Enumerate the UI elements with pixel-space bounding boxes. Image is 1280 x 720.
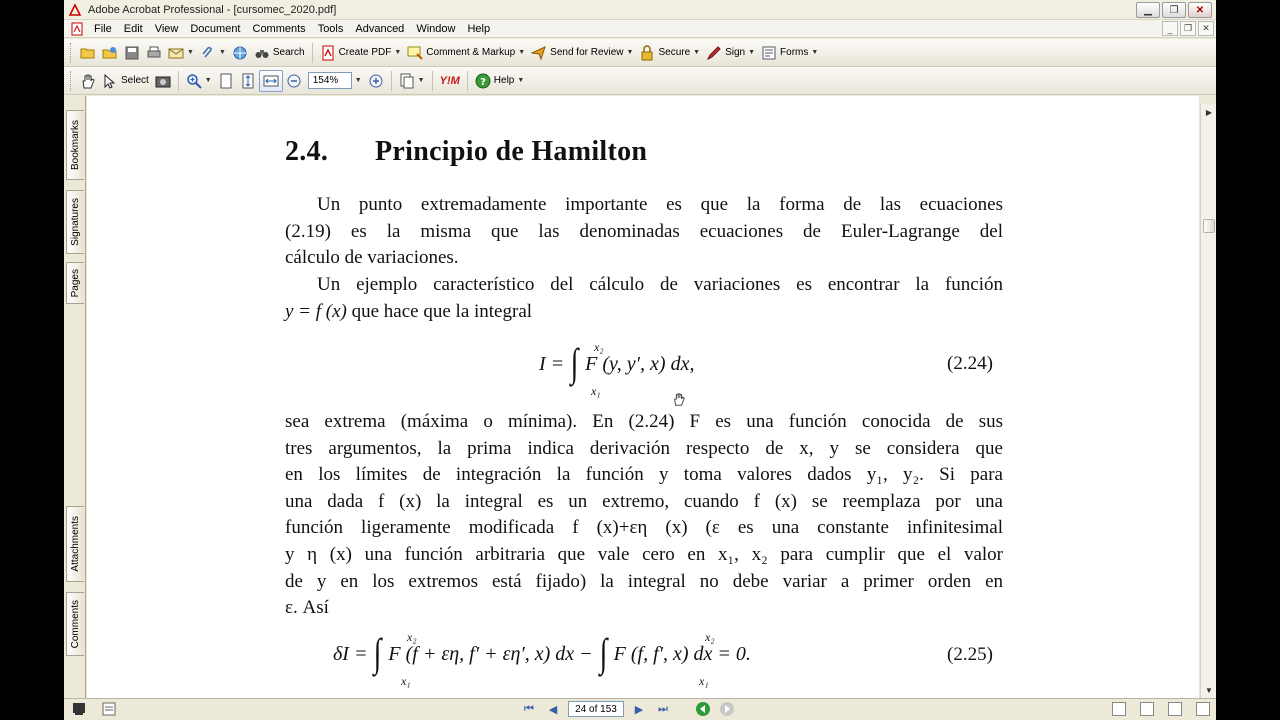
integral-sign: ∫ — [570, 340, 579, 385]
previous-page-icon: ◀ — [548, 703, 558, 716]
snapshot-button[interactable] — [152, 70, 174, 92]
scroll-thumb[interactable] — [1203, 219, 1215, 233]
save-icon — [124, 45, 140, 61]
next-view-button[interactable] — [718, 701, 736, 717]
fit-width-button[interactable] — [259, 70, 283, 92]
create-pdf-button[interactable] — [317, 42, 405, 64]
zoom-out-icon — [286, 73, 302, 89]
sign-button[interactable] — [703, 42, 758, 64]
comment-markup-icon — [407, 45, 423, 61]
tab-pages-label: Pages — [70, 268, 81, 298]
chevron-down-icon: ▼ — [748, 49, 756, 56]
facing-layout-icon[interactable] — [1168, 702, 1182, 716]
fit-page-button[interactable] — [237, 70, 259, 92]
actual-size-button[interactable] — [215, 70, 237, 92]
chevron-down-icon: ▼ — [417, 77, 425, 84]
svg-text:?: ? — [479, 76, 486, 88]
maximize-button[interactable] — [1162, 2, 1186, 18]
binoculars-icon — [254, 45, 270, 61]
attach-button[interactable] — [197, 42, 229, 64]
text-line: función ligeramente modificada f (x)+εη (x) (ε es una constante infinitesimal — [285, 517, 1003, 539]
menu-tools[interactable]: Tools — [317, 22, 344, 35]
single-page-layout-icon[interactable] — [1112, 702, 1126, 716]
doc-minimize-button[interactable] — [1162, 21, 1178, 36]
next-page-button[interactable] — [630, 701, 648, 717]
minimize-icon: ▁ — [1144, 4, 1152, 16]
zoom-tool-button[interactable] — [183, 70, 215, 92]
fit-width-icon — [263, 73, 279, 89]
chevron-down-icon: ▼ — [204, 77, 212, 84]
previous-view-icon — [695, 701, 711, 717]
minimize-button[interactable] — [1136, 2, 1160, 18]
first-page-button[interactable] — [520, 701, 538, 717]
page-layout-icon — [399, 73, 415, 89]
menu-help[interactable]: Help — [467, 22, 491, 35]
globe-search-icon — [232, 45, 248, 61]
paragraph-1 — [285, 192, 1003, 272]
help-label: Help — [493, 75, 515, 86]
tab-attachments-label: Attachments — [70, 516, 81, 572]
restore-icon: ❐ — [1169, 4, 1179, 16]
paperclip-icon — [200, 45, 216, 61]
next-page-icon: ▶ — [634, 703, 644, 716]
print-button[interactable] — [143, 42, 165, 64]
paragraph-3 — [285, 409, 1003, 622]
title-bar — [64, 0, 1216, 20]
tab-bookmarks-label: Bookmarks — [70, 119, 81, 170]
acrobat-window — [64, 0, 1216, 720]
save-button[interactable] — [121, 42, 143, 64]
navigation-pane-toggle-icon[interactable] — [72, 702, 86, 719]
select-tool-button[interactable] — [99, 70, 152, 92]
doc-close-button[interactable] — [1198, 21, 1214, 36]
navigation-toolbar — [64, 67, 1216, 95]
pen-sign-icon — [706, 45, 722, 61]
printer-icon — [146, 45, 162, 61]
forms-button[interactable] — [758, 42, 821, 64]
menu-advanced[interactable]: Advanced — [355, 22, 405, 35]
text-line: cálculo de variaciones. — [285, 247, 459, 269]
minimize-icon: _ — [1167, 23, 1173, 34]
first-page-icon: ⏮ — [524, 702, 534, 715]
previous-view-button[interactable] — [694, 701, 712, 717]
menu-comments[interactable]: Comments — [252, 22, 306, 35]
search-button[interactable] — [251, 42, 308, 64]
chevron-down-icon: ▼ — [394, 49, 402, 56]
document-icon — [70, 22, 84, 36]
menu-window[interactable]: Window — [416, 22, 456, 35]
equation-body-2: F (f, f′, x) dx = 0. — [613, 643, 751, 666]
sign-label: Sign — [725, 47, 746, 58]
comment-markup-button[interactable] — [404, 42, 528, 64]
text-line: tres argumentos, la prima indica derivación respecto de x, y se considera que — [285, 437, 1003, 459]
text-line: una dada f (x) la integral es un extremo, cuando f (x) se reemplaza por una — [285, 490, 1003, 512]
email-button[interactable] — [165, 42, 197, 64]
last-page-button[interactable] — [654, 701, 672, 717]
scroll-down-arrow-icon[interactable]: ▼ — [1205, 685, 1213, 695]
toolbar-separator — [467, 71, 468, 91]
scroll-right-arrow-icon[interactable]: ▶ — [1205, 107, 1213, 117]
section-title: Principio de Hamilton — [375, 136, 648, 167]
create-pdf-label: Create PDF — [338, 47, 392, 58]
options-icon[interactable] — [102, 702, 116, 719]
secure-label: Secure — [658, 47, 691, 58]
tab-pages[interactable] — [66, 262, 84, 304]
text-line: Un ejemplo característico del cálculo de variaciones es encontrar la función — [317, 274, 1003, 295]
zoom-field-group — [305, 70, 365, 92]
document-view[interactable] — [87, 96, 1199, 698]
tab-attachments[interactable] — [66, 506, 84, 582]
send-review-icon — [531, 45, 547, 61]
toolbar-separator — [312, 43, 313, 63]
chevron-down-icon: ▼ — [626, 49, 634, 56]
file-toolbar — [64, 39, 1216, 67]
chevron-down-icon: ▼ — [218, 49, 226, 56]
select-label: Select — [121, 75, 149, 86]
zoom-level-input[interactable]: 154% — [308, 72, 352, 89]
secure-button[interactable] — [636, 42, 703, 64]
equation-body-1: F (f + εη, f′ + εη′, x) dx − — [388, 643, 598, 666]
text-cursor-icon — [102, 73, 118, 89]
text-line: Un punto extremadamente importante es que la forma de las ecuaciones — [317, 194, 1003, 215]
create-pdf-icon — [320, 45, 336, 61]
chevron-down-icon: ▼ — [811, 49, 819, 56]
window-title: Adobe Acrobat Professional - [cursomec_2020.pdf] — [88, 3, 337, 16]
text-fragment: que hace que la integral — [346, 300, 533, 322]
equation-2-24 — [539, 340, 695, 398]
pdf-page — [87, 96, 1199, 698]
help-button[interactable] — [472, 70, 528, 92]
search-label: Search — [272, 47, 305, 58]
status-bar — [64, 698, 1216, 720]
text-line: (2.19) es la misma que las denominadas ecuaciones de Euler-Lagrange del — [285, 220, 1003, 242]
equation-lhs: δI = — [333, 643, 373, 666]
text-line: ε. Así — [285, 597, 329, 619]
equation-2-25 — [333, 630, 751, 688]
lower-limit: x₁ — [591, 384, 601, 398]
integral-sign: ∫ — [374, 630, 382, 675]
toolbar-grip[interactable] — [70, 71, 73, 91]
integral-sign: ∫ — [599, 630, 607, 675]
open-folder-icon — [80, 45, 96, 61]
menu-view[interactable]: View — [154, 22, 179, 35]
actual-size-icon — [218, 73, 234, 89]
restore-icon: ❐ — [1183, 23, 1193, 33]
equation-lhs: I = — [539, 353, 570, 376]
upper-limit: x₂ — [705, 630, 715, 644]
open-button[interactable] — [77, 42, 99, 64]
hand-tool-button[interactable] — [77, 70, 99, 92]
hand-cursor-icon — [672, 392, 686, 409]
equation-number: (2.24) — [947, 353, 993, 374]
hand-icon — [80, 73, 96, 89]
organizer-icon — [102, 45, 118, 61]
chevron-down-icon: ▼ — [517, 77, 525, 84]
toolbar-separator — [432, 71, 433, 91]
last-page-icon: ⏭ — [658, 702, 668, 715]
vertical-scrollbar[interactable] — [1200, 104, 1216, 698]
menu-file[interactable]: File — [94, 22, 112, 35]
tab-comments[interactable] — [66, 592, 84, 656]
tab-comments-label: Comments — [70, 599, 81, 649]
text-line: y η (x) una función arbitraria que vale cero en x₁, x₂ para cumplir que el valor — [285, 543, 1003, 565]
equation-body: F (y, y′, x) dx, — [585, 353, 695, 376]
paragraph-2 — [285, 272, 1003, 325]
toolbar-grip[interactable] — [70, 43, 73, 63]
zoom-in-magnifier-icon — [186, 73, 202, 89]
next-view-icon — [719, 701, 735, 717]
help-icon — [475, 73, 491, 89]
equation-number: (2.25) — [947, 644, 993, 665]
find-button[interactable] — [229, 42, 251, 64]
math-inline: y = f (x) — [285, 300, 347, 322]
previous-page-button[interactable] — [544, 701, 562, 717]
chevron-down-icon: ▼ — [187, 49, 194, 56]
doc-restore-button[interactable] — [1180, 21, 1196, 36]
comment-markup-label: Comment & Markup — [426, 47, 516, 58]
lower-limit: x₁ — [401, 674, 411, 688]
text-line: en los límites de integración la función y toma valores dados y₁, y₂. Si para — [285, 464, 1003, 486]
tab-signatures-label: Signatures — [70, 198, 81, 246]
page-layout-buttons — [1112, 702, 1210, 716]
lower-limit: x₁ — [699, 674, 709, 688]
upper-limit: x₂ — [594, 340, 604, 354]
menu-edit[interactable]: Edit — [123, 22, 143, 35]
forms-icon — [761, 45, 777, 61]
yahoo-messenger-logo: Y!M — [439, 74, 460, 87]
zoom-out-button[interactable] — [283, 70, 305, 92]
chevron-down-icon: ▼ — [693, 49, 701, 56]
text-line: sea extrema (máxima o mínima). En (2.24) F es una función conocida de sus — [285, 411, 1003, 432]
zoom-dropdown-chevron-icon[interactable]: ▼ — [354, 77, 362, 84]
close-button[interactable] — [1188, 2, 1212, 18]
upper-limit: x₂ — [407, 630, 417, 644]
page-navigation — [520, 701, 736, 717]
continuous-facing-layout-icon[interactable] — [1196, 702, 1210, 716]
organizer-button[interactable] — [99, 42, 121, 64]
toolbar-separator — [391, 71, 392, 91]
close-icon: ✕ — [1202, 23, 1210, 33]
continuous-layout-icon[interactable] — [1140, 702, 1154, 716]
text-line: de y en los extremos está fijado) la integral no debe variar a primer orden en — [285, 570, 1003, 592]
yahoo-messenger-button[interactable] — [437, 70, 463, 92]
camera-icon — [155, 73, 171, 89]
fit-page-icon — [240, 73, 256, 89]
navigation-panel — [64, 96, 86, 698]
forms-label: Forms — [780, 47, 809, 58]
section-heading — [285, 136, 647, 168]
acrobat-logo-icon — [68, 3, 82, 17]
close-icon: ✕ — [1195, 4, 1205, 16]
send-review-label: Send for Review — [550, 47, 624, 58]
toolbar-separator — [178, 71, 179, 91]
email-icon — [168, 45, 184, 61]
zoom-in-button[interactable] — [365, 70, 387, 92]
tab-bookmarks[interactable] — [66, 110, 84, 180]
zoom-in-icon — [368, 73, 384, 89]
chevron-down-icon: ▼ — [518, 49, 526, 56]
menu-bar — [64, 20, 1216, 38]
section-number: 2.4. — [285, 136, 329, 167]
page-number-input[interactable]: 24 of 153 — [568, 701, 624, 717]
menu-document[interactable]: Document — [190, 22, 241, 35]
tab-signatures[interactable] — [66, 190, 84, 254]
page-layout-button[interactable] — [396, 70, 428, 92]
send-review-button[interactable] — [528, 42, 636, 64]
text-line — [285, 299, 1003, 326]
lock-icon — [639, 45, 655, 61]
